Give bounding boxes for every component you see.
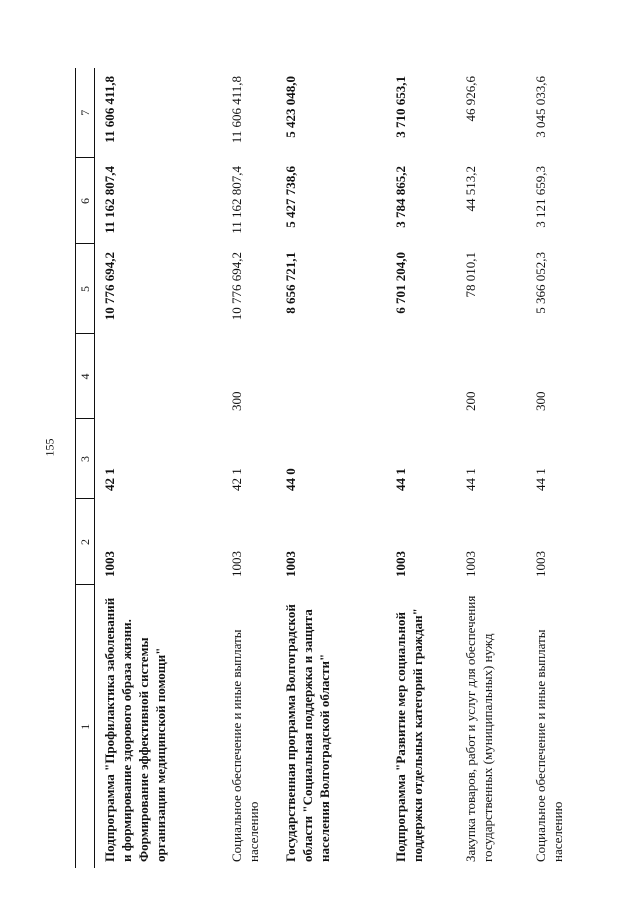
row-name-cell: Закупка товаров, работ и услуг для обеспечения государственных (муниципальных) нужд [463, 595, 495, 862]
column-header: 6 [76, 158, 95, 244]
column-header: 4 [76, 334, 95, 419]
table-row [276, 68, 386, 868]
row-name-cell: Государственная программа Волгоградской области "Социальная поддержка и защита населения Волгоградской области" [283, 604, 332, 862]
table-row [222, 68, 276, 868]
table-row [456, 68, 526, 868]
expense-type-cell [95, 334, 223, 419]
amount-year-2-cell: 11 162 807,4 [102, 166, 117, 234]
expense-type-cell [386, 334, 456, 419]
amount-year-1-cell: 78 010,1 [463, 252, 478, 298]
table-row [526, 68, 580, 868]
amount-year-2-cell: 44 513,2 [463, 166, 478, 212]
target-article-cell: 42 1 [229, 468, 244, 491]
expense-type-cell: 300 [229, 391, 244, 411]
column-header: 5 [76, 244, 95, 334]
column-header: 3 [76, 419, 95, 499]
expense-type-cell: 300 [533, 391, 548, 411]
row-name-cell: Подпрограмма "Профилактика заболеваний и формирование здорового образа жизни. Формирование эффективной системы организации медицинской помощи" [102, 597, 168, 862]
amount-year-2-cell: 5 427 738,6 [283, 166, 298, 228]
target-article-cell: 44 1 [393, 468, 408, 491]
target-article-cell: 42 1 [102, 468, 117, 491]
row-name-cell: Подпрограмма "Развитие мер социальной поддержки отдельных категорий граждан" [393, 608, 425, 862]
amount-year-2-cell: 3 784 865,2 [393, 166, 408, 228]
rotated-table-wrapper [75, 68, 620, 868]
section-code-cell: 1003 [393, 551, 408, 577]
budget-table [75, 68, 580, 868]
target-article-cell: 44 1 [463, 468, 478, 491]
amount-year-3-cell: 3 710 653,1 [393, 76, 408, 138]
column-header: 2 [76, 499, 95, 585]
table-row [386, 68, 456, 868]
section-code-cell: 1003 [102, 551, 117, 577]
amount-year-1-cell: 5 366 052,3 [533, 252, 548, 314]
amount-year-3-cell: 11 606 411,8 [102, 76, 117, 143]
amount-year-1-cell: 10 776 694,2 [102, 252, 117, 321]
section-code-cell: 1003 [229, 551, 244, 577]
expense-type-cell: 200 [463, 391, 478, 411]
amount-year-3-cell: 3 045 033,6 [533, 76, 548, 138]
target-article-cell: 44 1 [533, 468, 548, 491]
amount-year-3-cell: 46 926,6 [463, 76, 478, 122]
amount-year-3-cell: 5 423 048,0 [283, 76, 298, 138]
row-name-cell: Социальное обеспечение и иные выплаты населению [533, 629, 565, 862]
section-code-cell: 1003 [283, 551, 298, 577]
section-code-cell: 1003 [533, 551, 548, 577]
page-number: 155 [42, 438, 57, 457]
amount-year-1-cell: 6 701 204,0 [393, 252, 408, 314]
amount-year-1-cell: 10 776 694,2 [229, 252, 244, 321]
amount-year-1-cell: 8 656 721,1 [283, 252, 298, 314]
table-header-row [76, 68, 95, 868]
amount-year-3-cell: 11 606 411,8 [229, 76, 244, 144]
section-code-cell: 1003 [463, 551, 478, 577]
expense-type-cell [276, 334, 386, 419]
column-header: 7 [76, 68, 95, 158]
amount-year-2-cell: 3 121 659,3 [533, 166, 548, 228]
target-article-cell: 44 0 [283, 468, 298, 491]
row-name-cell: Социальное обеспечение и иные выплаты населению [229, 629, 261, 862]
table-row [95, 68, 223, 868]
column-header: 1 [76, 585, 95, 868]
amount-year-2-cell: 11 162 807,4 [229, 166, 244, 234]
